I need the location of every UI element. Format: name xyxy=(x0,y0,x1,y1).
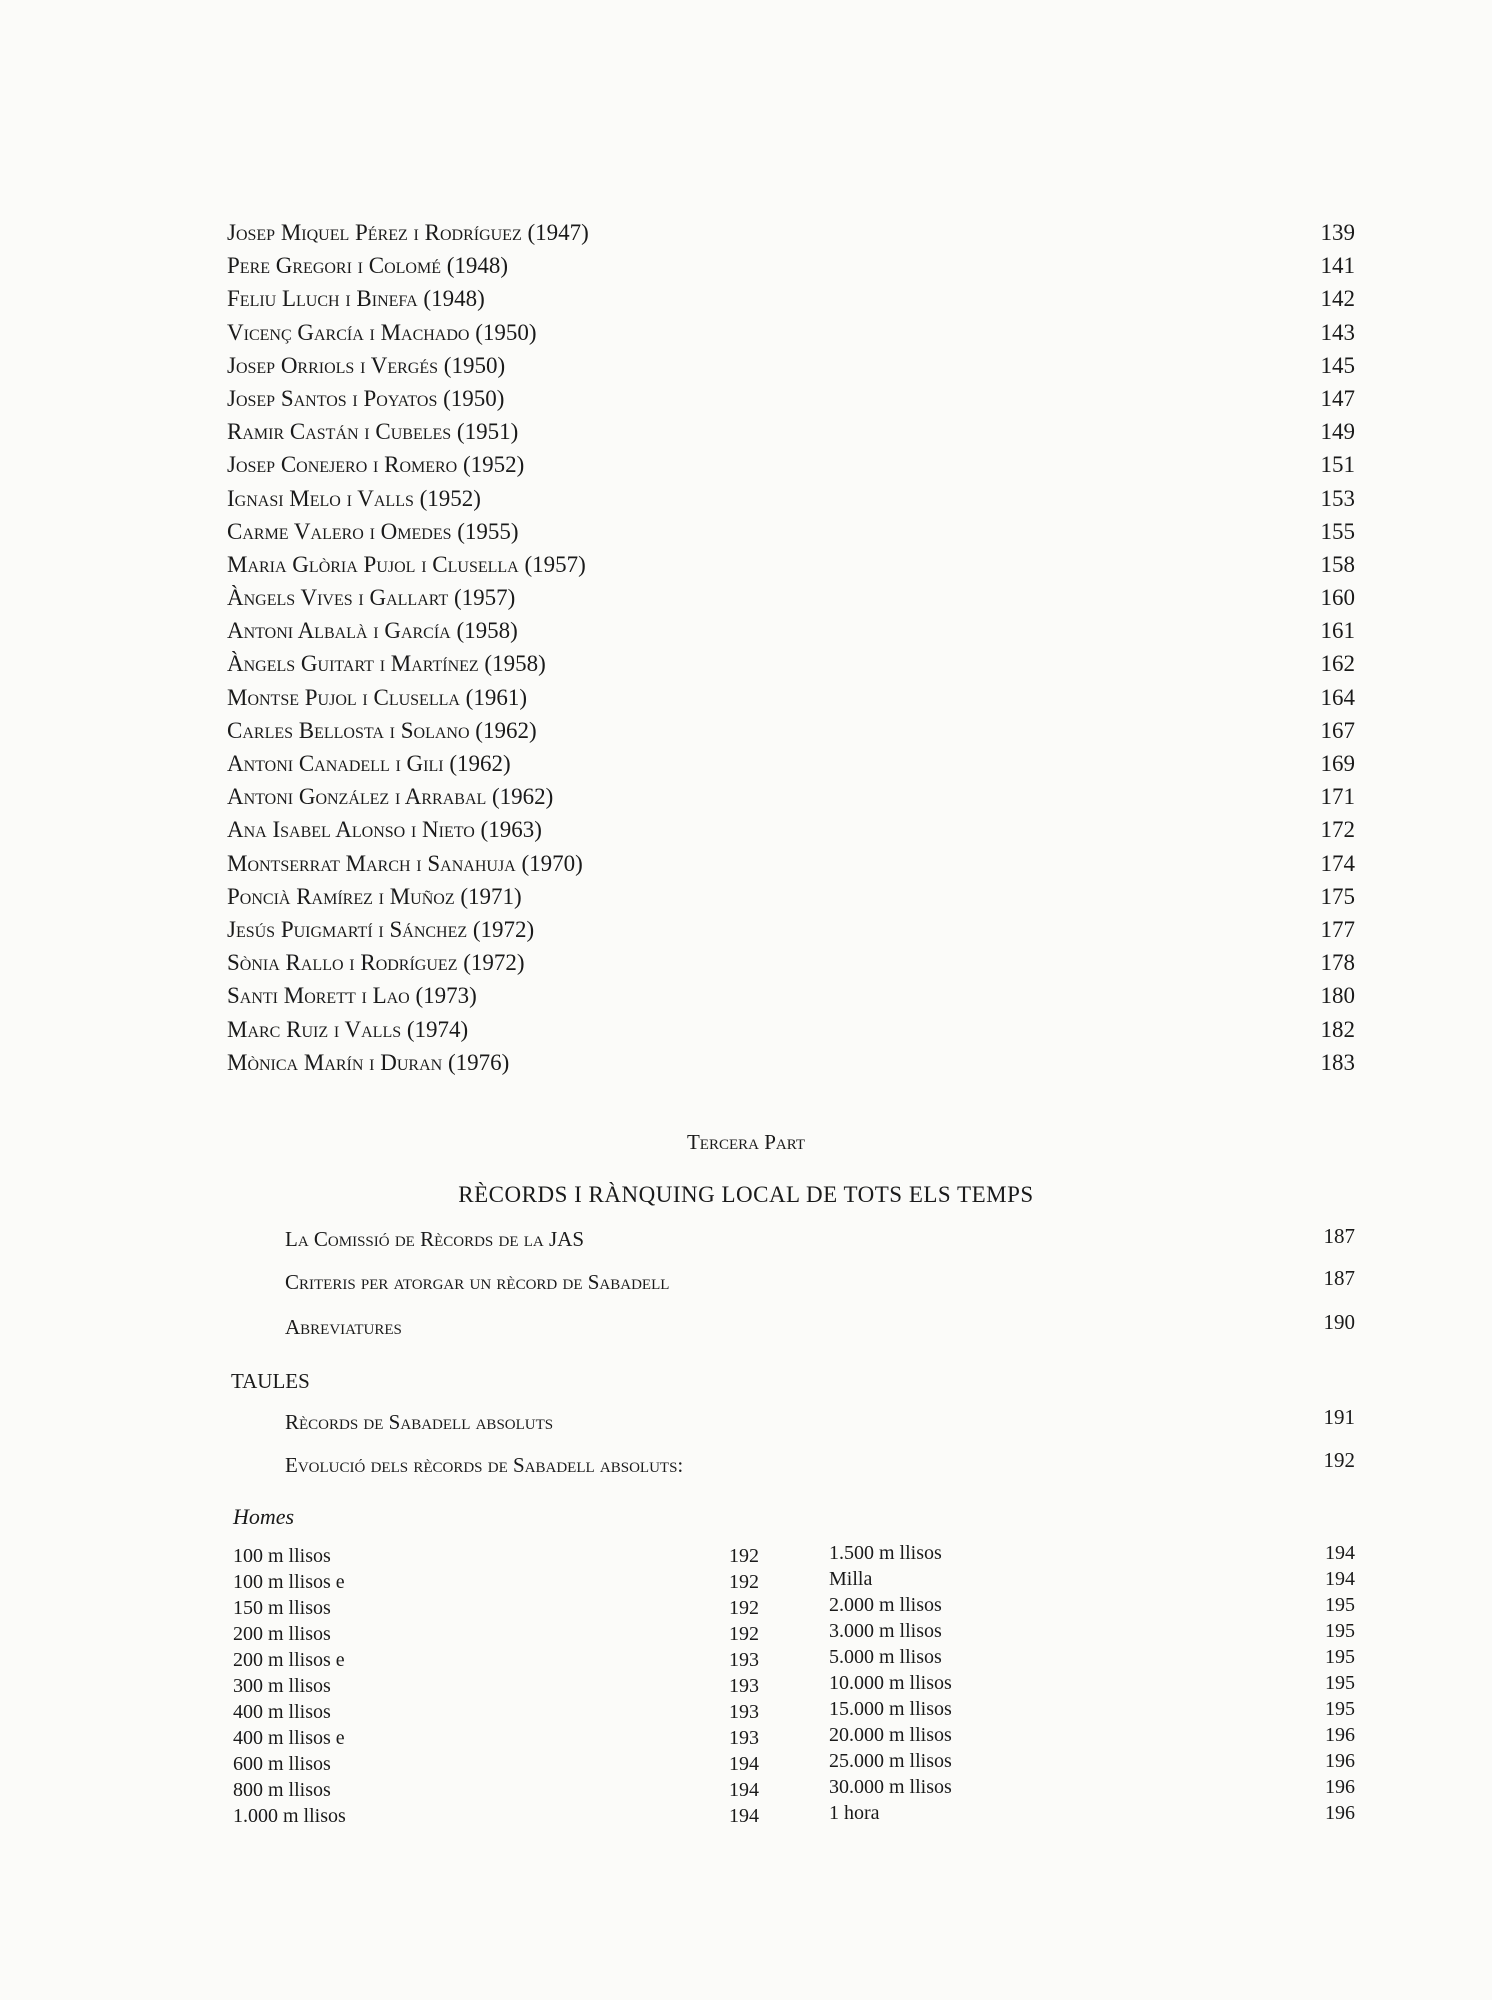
event-page: 192 xyxy=(729,1623,759,1645)
event-name: 400 m llisos xyxy=(233,1701,331,1723)
athlete-toc-list xyxy=(227,216,1355,1079)
event-name: 2.000 m llisos xyxy=(829,1594,942,1616)
entry-criteris-label: Criteris per atorgar un rècord de Sabadell xyxy=(285,1270,670,1294)
toc-entry-page: 167 xyxy=(1320,717,1355,743)
toc-entry-name: Antoni Albalà i García (1958) xyxy=(227,618,518,644)
event-row xyxy=(829,1722,1355,1748)
event-name: 1 hora xyxy=(829,1802,880,1824)
homes-heading: Homes xyxy=(233,1504,295,1529)
event-name: 150 m llisos xyxy=(233,1597,331,1619)
event-name: 300 m llisos xyxy=(233,1675,331,1697)
toc-entry xyxy=(227,979,1355,1012)
event-page: 194 xyxy=(729,1805,759,1827)
event-page: 195 xyxy=(1325,1672,1355,1694)
event-name: 200 m llisos e xyxy=(233,1649,345,1671)
toc-entry-page: 174 xyxy=(1320,850,1355,876)
event-page: 193 xyxy=(729,1675,759,1697)
toc-entry xyxy=(227,581,1355,614)
entry-comissio-label: La Comissió de Rècords de la JAS xyxy=(285,1227,585,1251)
taules-records-page: 191 xyxy=(1323,1405,1355,1429)
event-page: 196 xyxy=(1325,1724,1355,1746)
event-row xyxy=(233,1803,759,1829)
event-row xyxy=(233,1777,759,1803)
section-title: RÈCORDS I RÀNQUING LOCAL DE TOTS ELS TEMPS xyxy=(458,1182,1034,1207)
taules-evolucio-page: 192 xyxy=(1323,1448,1355,1472)
event-row xyxy=(829,1618,1355,1644)
toc-entry-page: 153 xyxy=(1320,485,1355,511)
toc-entry-page: 141 xyxy=(1320,253,1355,279)
event-page: 193 xyxy=(729,1727,759,1749)
toc-entry-name: Montse Pujol i Clusella (1961) xyxy=(227,684,527,710)
toc-entry-page: 143 xyxy=(1320,319,1355,345)
toc-entry xyxy=(227,847,1355,880)
toc-entry xyxy=(227,316,1355,349)
event-row xyxy=(829,1748,1355,1774)
entry-abreviatures-label: Abreviatures xyxy=(285,1315,402,1339)
toc-entry-name: Santi Morett i Lao (1973) xyxy=(227,983,477,1009)
toc-entry-name: Sònia Rallo i Rodríguez (1972) xyxy=(227,950,525,976)
toc-entry xyxy=(227,1046,1355,1079)
event-row xyxy=(233,1595,759,1621)
toc-entry xyxy=(227,714,1355,747)
event-name: 20.000 m llisos xyxy=(829,1724,952,1746)
event-page: 194 xyxy=(729,1779,759,1801)
part-title: Tercera Part xyxy=(686,1130,806,1154)
event-row xyxy=(829,1566,1355,1592)
toc-entry xyxy=(227,813,1355,846)
event-row xyxy=(233,1647,759,1673)
toc-entry-page: 139 xyxy=(1320,220,1355,245)
toc-entry-page: 151 xyxy=(1320,452,1355,478)
toc-entry-page: 178 xyxy=(1320,950,1355,976)
event-name: 25.000 m llisos xyxy=(829,1750,952,1772)
event-name: 100 m llisos e xyxy=(233,1571,345,1593)
toc-entry-name: Josep Miquel Pérez i Rodríguez (1947) xyxy=(227,220,589,245)
event-page: 192 xyxy=(729,1571,759,1593)
event-row xyxy=(233,1543,759,1569)
toc-entry-page: 180 xyxy=(1320,983,1355,1009)
event-name: 5.000 m llisos xyxy=(829,1646,942,1668)
events-left-column xyxy=(233,1543,759,1829)
toc-entry-page: 162 xyxy=(1320,651,1355,677)
event-page: 196 xyxy=(1325,1802,1355,1824)
event-name: Milla xyxy=(829,1568,873,1590)
toc-entry-name: Antoni Canadell i Gili (1962) xyxy=(227,751,511,776)
event-row xyxy=(829,1644,1355,1670)
toc-entry-name: Vicenç García i Machado (1950) xyxy=(227,319,537,345)
toc-entry-name: Àngels Guitart i Martínez (1958) xyxy=(227,651,546,677)
toc-entry-name: Poncià Ramírez i Muñoz (1971) xyxy=(227,883,522,909)
toc-entry xyxy=(227,946,1355,979)
events-right-column xyxy=(829,1540,1355,1826)
entry-criteris-page: 187 xyxy=(1323,1266,1355,1290)
event-row xyxy=(233,1751,759,1777)
toc-entry-name: Josep Conejero i Romero (1952) xyxy=(227,452,525,478)
toc-entry-page: 183 xyxy=(1320,1049,1355,1075)
event-name: 200 m llisos xyxy=(233,1623,331,1645)
event-page: 194 xyxy=(1325,1542,1355,1564)
toc-entry xyxy=(227,349,1355,382)
toc-entry xyxy=(227,382,1355,415)
event-page: 192 xyxy=(729,1545,759,1567)
toc-entry-name: Feliu Lluch i Binefa (1948) xyxy=(227,286,485,312)
event-name: 600 m llisos xyxy=(233,1753,331,1775)
taules-evolucio-label: Evolució dels rècords de Sabadell absoluts: xyxy=(285,1453,684,1477)
event-row xyxy=(233,1699,759,1725)
toc-entry-name: Ignasi Melo i Valls (1952) xyxy=(227,485,481,511)
event-page: 196 xyxy=(1325,1750,1355,1772)
toc-entry-page: 172 xyxy=(1320,817,1355,843)
toc-entry-name: Ramir Castán i Cubeles (1951) xyxy=(227,419,519,445)
toc-entry-name: Maria Glòria Pujol i Clusella (1957) xyxy=(227,551,586,577)
event-row xyxy=(829,1540,1355,1566)
toc-entry xyxy=(227,282,1355,315)
event-name: 30.000 m llisos xyxy=(829,1776,952,1798)
toc-entry xyxy=(227,880,1355,913)
event-name: 3.000 m llisos xyxy=(829,1620,942,1642)
toc-entry-name: Antoni González i Arrabal (1962) xyxy=(227,784,554,810)
toc-entry-name: Marc Ruiz i Valls (1974) xyxy=(227,1016,469,1042)
toc-entry-page: 158 xyxy=(1320,551,1355,577)
event-page: 195 xyxy=(1325,1620,1355,1642)
event-name: 10.000 m llisos xyxy=(829,1672,952,1694)
taules-heading: TAULES xyxy=(231,1369,310,1393)
toc-entry xyxy=(227,482,1355,515)
toc-entry xyxy=(227,1013,1355,1046)
event-page: 193 xyxy=(729,1701,759,1723)
toc-entry xyxy=(227,415,1355,448)
event-row xyxy=(233,1673,759,1699)
event-page: 195 xyxy=(1325,1698,1355,1720)
event-name: 15.000 m llisos xyxy=(829,1698,952,1720)
toc-entry xyxy=(227,647,1355,680)
event-name: 1.500 m llisos xyxy=(829,1542,942,1564)
toc-entry-name: Montserrat March i Sanahuja (1970) xyxy=(227,850,583,876)
toc-entry-name: Carme Valero i Omedes (1955) xyxy=(227,518,519,544)
event-page: 194 xyxy=(1325,1568,1355,1590)
entry-comissio-page: 187 xyxy=(1323,1224,1355,1248)
toc-entry xyxy=(227,681,1355,714)
toc-entry xyxy=(227,249,1355,282)
toc-entry-name: Mònica Marín i Duran (1976) xyxy=(227,1049,510,1075)
event-row xyxy=(233,1621,759,1647)
toc-entry-name: Àngels Vives i Gallart (1957) xyxy=(227,585,516,611)
toc-entry xyxy=(227,216,1355,249)
event-name: 1.000 m llisos xyxy=(233,1805,346,1827)
toc-entry-page: 171 xyxy=(1320,784,1355,810)
toc-entry xyxy=(227,614,1355,647)
event-page: 195 xyxy=(1325,1646,1355,1668)
toc-entry xyxy=(227,913,1355,946)
event-row xyxy=(829,1670,1355,1696)
event-row xyxy=(233,1725,759,1751)
toc-entry xyxy=(227,515,1355,548)
toc-entry xyxy=(227,780,1355,813)
toc-entry-name: Josep Orriols i Vergés (1950) xyxy=(227,352,506,378)
toc-entry-page: 177 xyxy=(1320,916,1355,942)
toc-entry-name: Ana Isabel Alonso i Nieto (1963) xyxy=(227,817,542,843)
toc-entry-page: 145 xyxy=(1320,352,1355,378)
toc-entry-name: Carles Bellosta i Solano (1962) xyxy=(227,717,537,743)
toc-entry-page: 142 xyxy=(1320,286,1355,312)
event-row xyxy=(829,1696,1355,1722)
toc-entry-page: 147 xyxy=(1320,385,1355,411)
entry-abreviatures-page: 190 xyxy=(1323,1310,1355,1334)
toc-entry-page: 175 xyxy=(1320,883,1355,909)
toc-entry-page: 164 xyxy=(1320,684,1355,710)
toc-entry-page: 182 xyxy=(1320,1016,1355,1042)
event-row xyxy=(829,1592,1355,1618)
event-name: 100 m llisos xyxy=(233,1545,331,1567)
event-page: 193 xyxy=(729,1649,759,1671)
toc-entry-name: Josep Santos i Poyatos (1950) xyxy=(227,385,505,411)
event-row xyxy=(829,1774,1355,1800)
event-row xyxy=(233,1569,759,1595)
toc-entry-page: 149 xyxy=(1320,419,1355,445)
toc-entry xyxy=(227,448,1355,481)
event-page: 194 xyxy=(729,1753,759,1775)
event-page: 196 xyxy=(1325,1776,1355,1798)
toc-entry xyxy=(227,548,1355,581)
toc-entry xyxy=(227,747,1355,780)
event-name: 400 m llisos e xyxy=(233,1727,345,1749)
toc-entry-name: Pere Gregori i Colomé (1948) xyxy=(227,253,509,279)
toc-entry-page: 160 xyxy=(1320,585,1355,611)
taules-records-label: Rècords de Sabadell absoluts xyxy=(285,1410,554,1434)
event-name: 800 m llisos xyxy=(233,1779,331,1801)
toc-entry-page: 155 xyxy=(1320,518,1355,544)
toc-entry-name: Jesús Puigmartí i Sánchez (1972) xyxy=(227,916,535,942)
event-row xyxy=(829,1800,1355,1826)
event-page: 195 xyxy=(1325,1594,1355,1616)
toc-entry-page: 169 xyxy=(1320,751,1355,776)
toc-entry-page: 161 xyxy=(1320,618,1355,644)
event-page: 192 xyxy=(729,1597,759,1619)
